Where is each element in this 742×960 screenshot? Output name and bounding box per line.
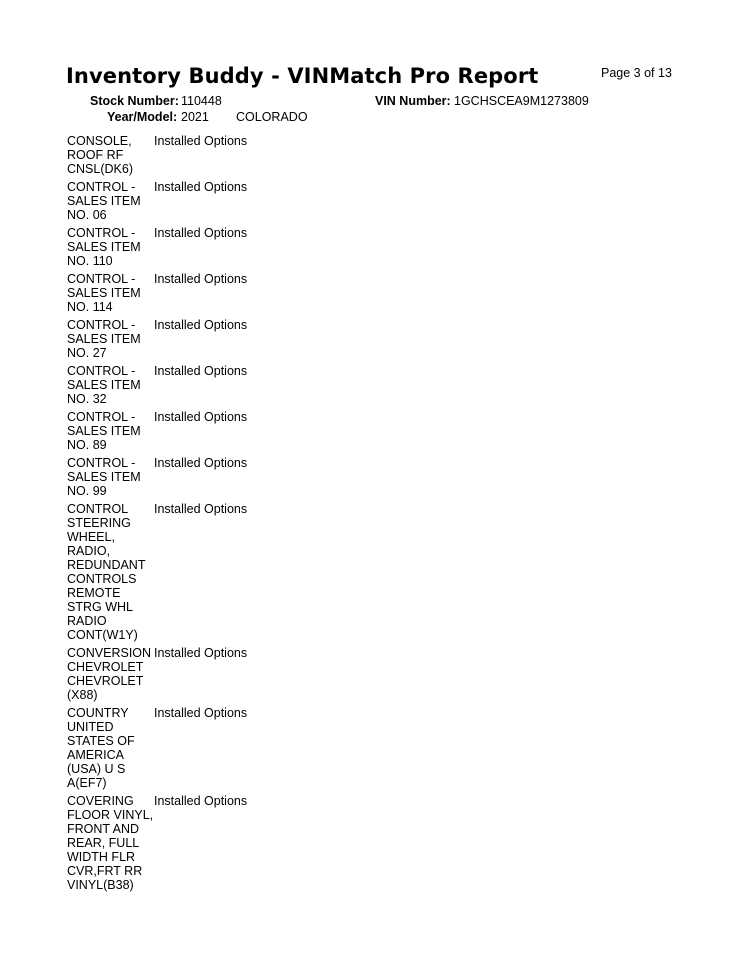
option-name: CONTROL - SALES ITEM NO. 110: [67, 226, 141, 268]
option-type: Installed Options: [154, 706, 248, 720]
option-row: [67, 318, 367, 360]
stock-number-value: 110448: [181, 94, 222, 108]
stock-number-label: Stock Number:: [90, 94, 179, 108]
option-row: [67, 364, 367, 406]
option-type: Installed Options: [154, 134, 248, 148]
option-row: [67, 706, 367, 790]
option-name: COUNTRY UNITED STATES OF AMERICA (USA) U S A(EF7): [67, 706, 135, 790]
option-name: CONTROL - SALES ITEM NO. 99: [67, 456, 141, 498]
option-type: Installed Options: [154, 318, 248, 332]
option-type: Installed Options: [154, 410, 248, 424]
option-row: [67, 456, 367, 498]
option-row: [67, 180, 367, 222]
option-type: Installed Options: [154, 226, 248, 240]
option-name: CONVERSION CHEVROLET CHEVROLET (X88): [67, 646, 152, 702]
option-name: CONTROL - SALES ITEM NO. 27: [67, 318, 141, 360]
option-type: Installed Options: [154, 502, 248, 516]
option-row: [67, 502, 367, 642]
option-name: COVERING FLOOR VINYL, FRONT AND REAR, FULL WIDTH FLR CVR,FRT RR VINYL(B38): [67, 794, 154, 892]
option-row: [67, 646, 367, 702]
model-value: COLORADO: [236, 110, 308, 124]
option-type: Installed Options: [154, 794, 248, 808]
report-title: Inventory Buddy - VINMatch Pro Report: [66, 64, 539, 88]
option-type: Installed Options: [154, 456, 248, 470]
option-row: [67, 226, 367, 268]
options-list: [67, 134, 367, 896]
option-row: [67, 794, 367, 892]
option-row: [67, 134, 367, 176]
option-name: CONSOLE, ROOF RF CNSL(DK6): [67, 134, 133, 176]
option-row: [67, 272, 367, 314]
option-name: CONTROL - SALES ITEM NO. 32: [67, 364, 141, 406]
option-type: Installed Options: [154, 180, 248, 194]
option-type: Installed Options: [154, 364, 248, 378]
page-number: Page 3 of 13: [601, 66, 672, 80]
option-name: CONTROL - SALES ITEM NO. 06: [67, 180, 141, 222]
vin-number-value: 1GCHSCEA9M1273809: [454, 94, 589, 108]
option-name: CONTROL - SALES ITEM NO. 89: [67, 410, 141, 452]
year-model-label: Year/Model:: [107, 110, 178, 124]
option-type: Installed Options: [154, 646, 248, 660]
option-name: CONTROL - SALES ITEM NO. 114: [67, 272, 141, 314]
option-name: CONTROL STEERING WHEEL, RADIO, REDUNDANT CONTROLS REMOTE STRG WHL RADIO CONT(W1Y): [67, 502, 146, 642]
option-type: Installed Options: [154, 272, 248, 286]
year-value: 2021: [181, 110, 209, 124]
option-row: [67, 410, 367, 452]
vin-number-label: VIN Number:: [375, 94, 451, 108]
